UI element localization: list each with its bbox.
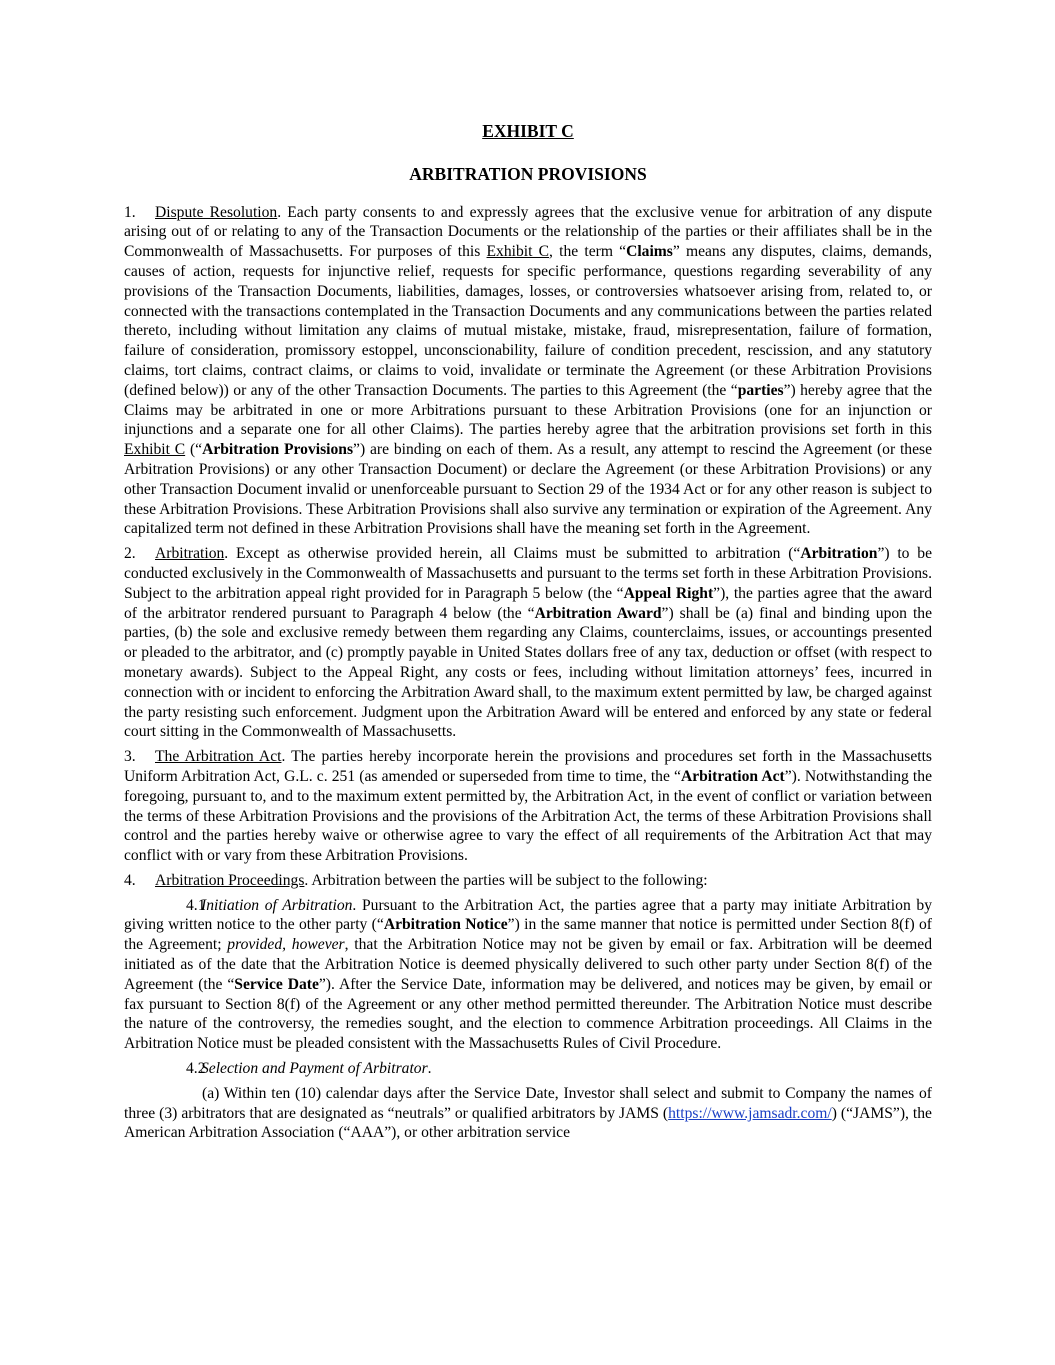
paragraph-3: 3. The Arbitration Act. The parties hereby incorporate herein the provisions and procedures set forth in the Massachusetts Uniform Arbitration Act, G.L. c. 251 (as amended or superseded from time to time, the “Arbitration Act”). Notwithstanding the foregoing, pursuant to, and to the maximum extent permitted by, the Arbitration Act, in the event of conflict or variation between the terms of these Arbitration Provisions and the provisions of the Arbitration Act, the terms of these Arbitration Provisions shall control and the parties hereby waive or otherwise agree to vary the effect of all requirements of the Arbitration Act that may conflict with or vary from these Arbitration Provisions. xyxy=(124,748,932,865)
paragraph-heading: Selection and Payment of Arbitrator xyxy=(201,1060,428,1078)
paragraph-number: 4. xyxy=(124,871,136,889)
defined-term: Arbitration Provisions xyxy=(202,441,354,459)
defined-term: Appeal Right xyxy=(623,584,714,602)
defined-term: Arbitration xyxy=(800,545,878,563)
paragraph-number: 1. xyxy=(124,203,136,221)
defined-term: Arbitration Act xyxy=(680,767,785,785)
exhibit-reference: Exhibit C xyxy=(124,441,186,459)
paragraph-heading: The Arbitration Act xyxy=(155,748,282,766)
defined-term: parties xyxy=(737,381,784,399)
exhibit-title xyxy=(124,122,932,142)
defined-term: Arbitration Notice xyxy=(383,916,508,934)
defined-term: Service Date xyxy=(234,975,319,993)
paragraph-4-1: 4.1Initiation of Arbitration. Pursuant to the Arbitration Act, the parties agree that a party may initiate Arbitration by giving written notice to the other party (“Arbitration Notice”) in the same manner that notice is permitted under Section 8(f) of the Agreement; provided, however, that the Arbitration Notice may not be given by email or fax. Arbitration will be deemed initiated as of the date that the Arbitration Notice is deemed physically delivered to such other party under Section 8(f) of the Agreement (the “Service Date”). After the Service Date, information may be delivered, and notices may be given, by email or fax pursuant to Section 8(f) of the Agreement or any other method permitted thereunder. The Arbitration Notice must describe the nature of the controversy, the remedies sought, and the election to commence Arbitration proceedings. All Claims in the Arbitration Notice must be pleaded consistent with the Massachusetts Rules of Civil Procedure. xyxy=(124,896,933,1053)
paragraph-number: 4.1 xyxy=(186,896,206,914)
paragraph-number: 3. xyxy=(124,748,136,766)
paragraph-number: 2. xyxy=(124,545,136,563)
paragraph-4-2-a: (a) Within ten (10) calendar days after the Service Date, Investor shall select and submit to Company the names of three (3) arbitrators that are designated as “neutrals” or qualified arbitrators by JAMS (https://www.jamsadr.com/) (“JAMS”), the American Arbitration Association (“AAA”), or other arbitration service xyxy=(124,1084,932,1142)
paragraph-2: 2. Arbitration. Except as otherwise provided herein, all Claims must be submitted to arbitration (“Arbitration”) to be conducted exclusively in the Commonwealth of Massachusetts and pursuant to the terms set forth in these Arbitration Provisions. Subject to the arbitration appeal right provided for in Paragraph 5 below (the “Appeal Right”), the parties agree that the award of the arbitrator rendered pursuant to Paragraph 4 below (the “Arbitration Award”) shall be (a) final and binding upon the parties, (b) the sole and exclusive remedy between them regarding any Claims, counterclaims, issues, or accountings presented or pleaded to the arbitrator, and (c) promptly payable in United States dollars free of any tax, deduction or offset (with respect to monetary awards). Subject to the Appeal Right, any costs or fees, including without limitation attorneys’ fees, incurred in connection with or incident to enforcing the Arbitration Award shall, to the maximum extent permitted by law, be charged against the party resisting such enforcement. Judgment upon the Arbitration Award will be entered and enforced by any state or federal court sitting in the Commonwealth of Massachusetts. xyxy=(124,545,933,741)
paragraph-number: 4.2 xyxy=(186,1060,206,1078)
paragraph-heading: Arbitration xyxy=(155,545,225,563)
paragraph-1: 1. Dispute Resolution. Each party consents to and expressly agrees that the exclusive venue for arbitration of any dispute arising out of or relating to any of the Transaction Documents or the relationship of the parties or their affiliates shall be in the Commonwealth of Massachusetts. For purposes of this Exhibit C, the term “Claims” means any disputes, claims, demands, causes of action, requests for injunctive relief, requests for specific performance, questions regarding severability of any provisions of the Transaction Documents, liabilities, damages, losses, or controversies whatsoever arising from, related to, or connected with the transactions contemplated in the Transaction Documents and any communications between the parties related thereto, including without limitation any claims of mutual mistake, mistake, fraud, misrepresentation, failure of formation, failure of consideration, promissory estoppel, unconscionability, failure of condition precedent, rescission, and any statutory claims, tort claims, contract claims, or claims to void, invalidate or terminate the Agreement (or these Arbitration Provisions (defined below)) or any of the other Transaction Documents. The parties to this Agreement (the “parties”) hereby agree that the Claims may be arbitrated in one or more Arbitrations pursuant to these Arbitration Provisions (one for an injunction or injunctions and a separate one for all other Claims). The parties hereby agree that the arbitration provisions set forth in this Exhibit C (“Arbitration Provisions”) are binding on each of them. As a result, any attempt to rescind the Agreement (or these Arbitration Provisions) or any other Transaction Document) or declare the Agreement (or these Arbitration Provisions) or any other Transaction Document invalid or unenforceable pursuant to Section 29 of the 1934 Act or for any other reason is subject to these Arbitration Provisions. These Arbitration Provisions shall also survive any termination or expiration of the Agreement. Any capitalized term not defined in these Arbitration Provisions shall have the meaning set forth in the Agreement. xyxy=(124,203,933,538)
paragraph-4: 4. Arbitration Proceedings. Arbitration between the parties will be subject to the following: xyxy=(124,871,708,889)
paragraph-4-2: 4.2Selection and Payment of Arbitrator. xyxy=(124,1059,932,1079)
exhibit-reference: Exhibit C xyxy=(486,243,550,261)
paragraph-heading: Initiation of Arbitration xyxy=(201,896,353,914)
defined-term: Arbitration Award xyxy=(534,604,662,622)
section-title: ARBITRATION PROVISIONS xyxy=(409,163,647,184)
paragraph-heading: Dispute Resolution xyxy=(155,203,278,221)
proviso-text: provided, however xyxy=(227,936,345,954)
document-page xyxy=(124,122,932,1148)
jams-link[interactable]: https://www.jamsadr.com/ xyxy=(668,1104,832,1122)
exhibit-title-text: EXHIBIT C xyxy=(482,121,574,141)
defined-term: Claims xyxy=(626,243,673,261)
paragraph-heading: Arbitration Proceedings xyxy=(155,871,305,889)
